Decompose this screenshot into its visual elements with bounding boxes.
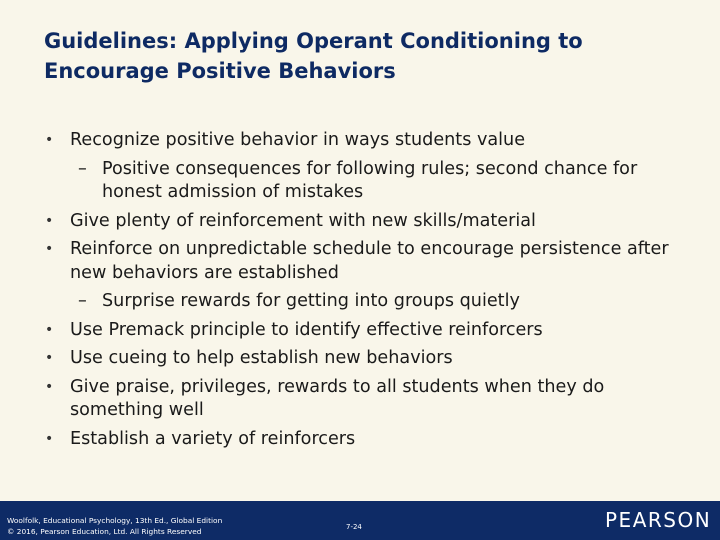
bullet-item: [70, 210, 700, 234]
bullet-text: Use Premack principle to identify effective reinforcers: [70, 319, 543, 340]
page-number: 7-24: [346, 523, 362, 531]
slide-title-line-1: Guidelines: Applying Operant Conditioning to: [44, 29, 583, 53]
bullet-text: Use cueing to help establish new behaviors: [70, 348, 453, 368]
bullet-item: [70, 319, 700, 343]
bullet-text: Recognize positive behavior in ways students value: [70, 130, 526, 150]
sub-bullet-dash: –: [78, 158, 87, 179]
bullet-text: Give plenty of reinforcement with new skills/material: [70, 210, 536, 231]
bullet-item: [70, 238, 700, 285]
sub-bullet-text: Surprise rewards for getting into groups quietly: [102, 291, 520, 311]
sub-bullet-item: [70, 290, 700, 314]
bullet-item: [70, 347, 700, 371]
bullet-item: [70, 129, 700, 153]
footer-credit-line-1: Woolfolk, Educational Psychology, 13th Ed., Global Edition: [7, 516, 223, 525]
pearson-logo: PEARSON: [605, 508, 712, 532]
footer-credit-line-2: © 2016, Pearson Education, Ltd. All Rights Reserved: [7, 527, 202, 536]
slide-title: [44, 26, 684, 86]
bullet-item: [70, 428, 700, 452]
slide-title-line-2: Encourage Positive Behaviors: [44, 59, 396, 83]
footer-credit: [7, 515, 222, 537]
bullet-text: Give praise, privileges, rewards to all students when they do something well: [70, 376, 605, 420]
sub-bullet-item: [70, 158, 700, 205]
bullet-text: Reinforce on unpredictable schedule to encourage persistence after new behaviors are established: [70, 239, 669, 283]
sub-bullet-dash: –: [78, 291, 87, 311]
bullet-item: [70, 376, 700, 423]
sub-bullet-text: Positive consequences for following rules; second chance for honest admission of mistakes: [102, 158, 638, 202]
bullet-list: [70, 129, 700, 456]
bullet-text: Establish a variety of reinforcers: [70, 428, 356, 449]
